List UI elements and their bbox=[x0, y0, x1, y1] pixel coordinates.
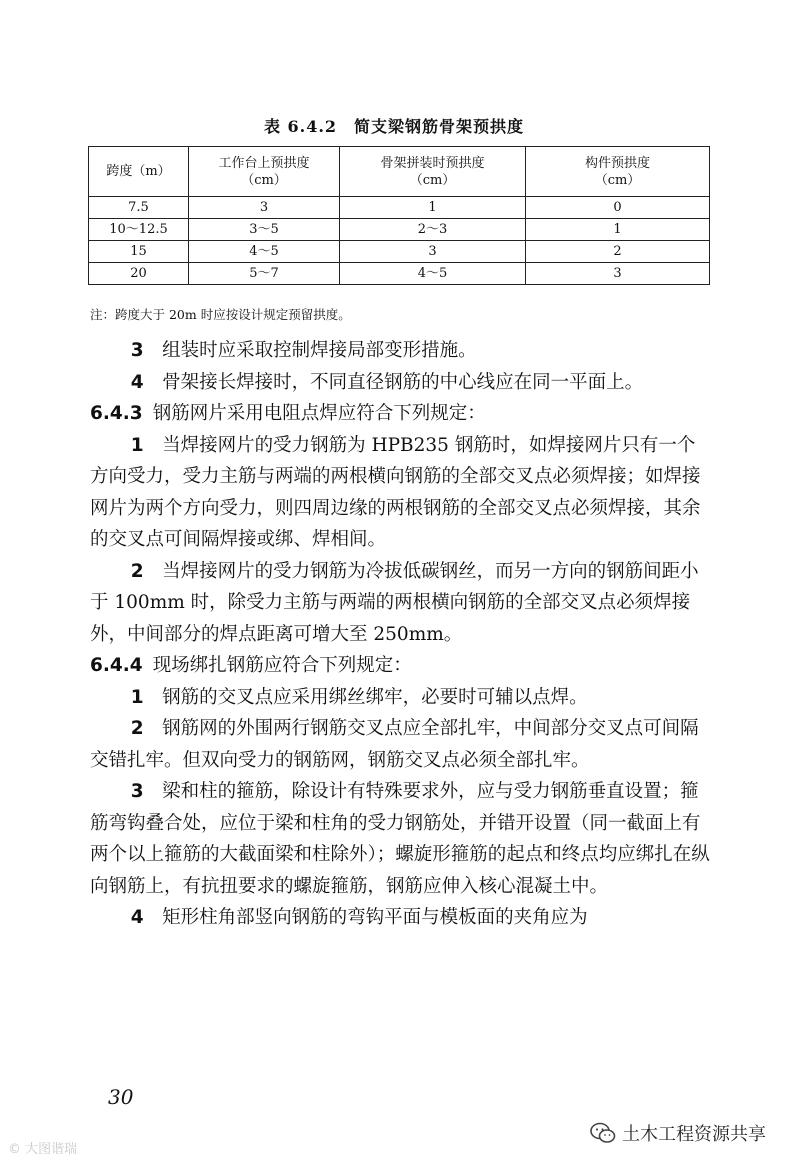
watermark-right-label: 土木工程资源共享 bbox=[622, 1124, 766, 1145]
table-caption: 表 6.4.2 简支梁钢筋骨架预拱度 bbox=[263, 117, 525, 136]
item-3-welding-deformation: 3 组装时应采取控制焊接局部变形措施。 bbox=[130, 340, 477, 361]
document-body bbox=[90, 335, 710, 934]
table-cell: 5～7 bbox=[189, 263, 340, 285]
header-assembly-camber: 骨架拼装时预拱度 （cm） bbox=[340, 147, 526, 197]
table-cell: 3～5 bbox=[189, 219, 340, 241]
table-header-row bbox=[89, 147, 710, 197]
table-cell: 7.5 bbox=[89, 197, 189, 219]
table-cell: 3 bbox=[526, 263, 710, 285]
table-cell: 4～5 bbox=[189, 241, 340, 263]
section-6-4-4-heading: 6.4.4 现场绑扎钢筋应符合下列规定： bbox=[90, 655, 412, 676]
table-row bbox=[89, 219, 710, 241]
section-6-4-4-item-2: 2 钢筋网的外围两行钢筋交叉点应全部扎牢，中间部分交叉点可间隔交错扎牢。但双向受力的钢筋网，钢筋交叉点必须全部扎牢。 bbox=[90, 718, 699, 771]
table-cell: 2 bbox=[526, 241, 710, 263]
section-6-4-4-item-3: 3 梁和柱的箍筋，除设计有特殊要求外，应与受力钢筋垂直设置；箍筋弯钩叠合处，应位于梁和柱角的受力钢筋处，并错开设置（同一截面上有两个以上箍筋的大截面梁和柱除外）；螺旋形箍筋的起点和终点均应绑扎在纵向钢筋上，有抗扭要求的螺旋箍筋，钢筋应伸入核心混凝土中。 bbox=[90, 781, 710, 897]
table-cell: 4～5 bbox=[340, 263, 526, 285]
item-4-butt-welding: 4 骨架接长焊接时，不同直径钢筋的中心线应在同一平面上。 bbox=[130, 371, 644, 393]
section-6-4-4-item-1: 1 钢筋的交叉点应采用绑丝绑牢，必要时可辅以点焊。 bbox=[130, 686, 588, 708]
watermark-left: © 大图谐瑞 bbox=[8, 1142, 78, 1157]
table-row bbox=[89, 263, 710, 285]
section-6-4-3-item-1: 1 当焊接网片的受力钢筋为 HPB235 钢筋时，如焊接网片只有一个方向受力，受力主筋与两端的两根横向钢筋的全部交叉点必须焊接；如焊接网片为两个方向受力，则四周边缘的两根钢筋的全部交叉点必须焊接，其余的交叉点可间隔焊接或绑、焊相间。 bbox=[90, 434, 701, 550]
header-member-camber: 构件预拱度 （cm） bbox=[526, 147, 710, 197]
camber-table bbox=[88, 146, 710, 285]
section-6-4-4-item-4: 4 矩形柱角部竖向钢筋的弯钩平面与模板面的夹角应为 bbox=[130, 907, 588, 928]
table-row bbox=[89, 197, 710, 219]
watermark-right bbox=[590, 1120, 766, 1146]
header-bench-camber: 工作台上预拱度 （cm） bbox=[189, 147, 340, 197]
table-cell: 3 bbox=[340, 241, 526, 263]
table-cell: 0 bbox=[526, 197, 710, 219]
table-cell: 2～3 bbox=[340, 219, 526, 241]
table-cell: 1 bbox=[526, 219, 710, 241]
section-6-4-3-heading: 6.4.3 钢筋网片采用电阻点焊应符合下列规定： bbox=[90, 403, 486, 424]
wechat-icon bbox=[590, 1122, 616, 1144]
table-cell: 20 bbox=[89, 263, 189, 285]
section-6-4-3-item-2: 2 当焊接网片的受力钢筋为冷拔低碳钢丝，而另一方向的钢筋间距小于 100mm 时，除受力主筋与两端的两根横向钢筋的全部交叉点必须焊接外，中间部分的焊点距离可增大至 250mm。 bbox=[90, 560, 699, 645]
header-span: 跨度（m） bbox=[89, 147, 189, 197]
table-cell: 3 bbox=[189, 197, 340, 219]
table-cell: 15 bbox=[89, 241, 189, 263]
table-row bbox=[89, 241, 710, 263]
table-note: 注：跨度大于 20m 时应按设计规定预留拱度。 bbox=[90, 307, 351, 322]
page-number: 30 bbox=[108, 1085, 134, 1109]
table-cell: 1 bbox=[340, 197, 526, 219]
table-cell: 10～12.5 bbox=[89, 219, 189, 241]
